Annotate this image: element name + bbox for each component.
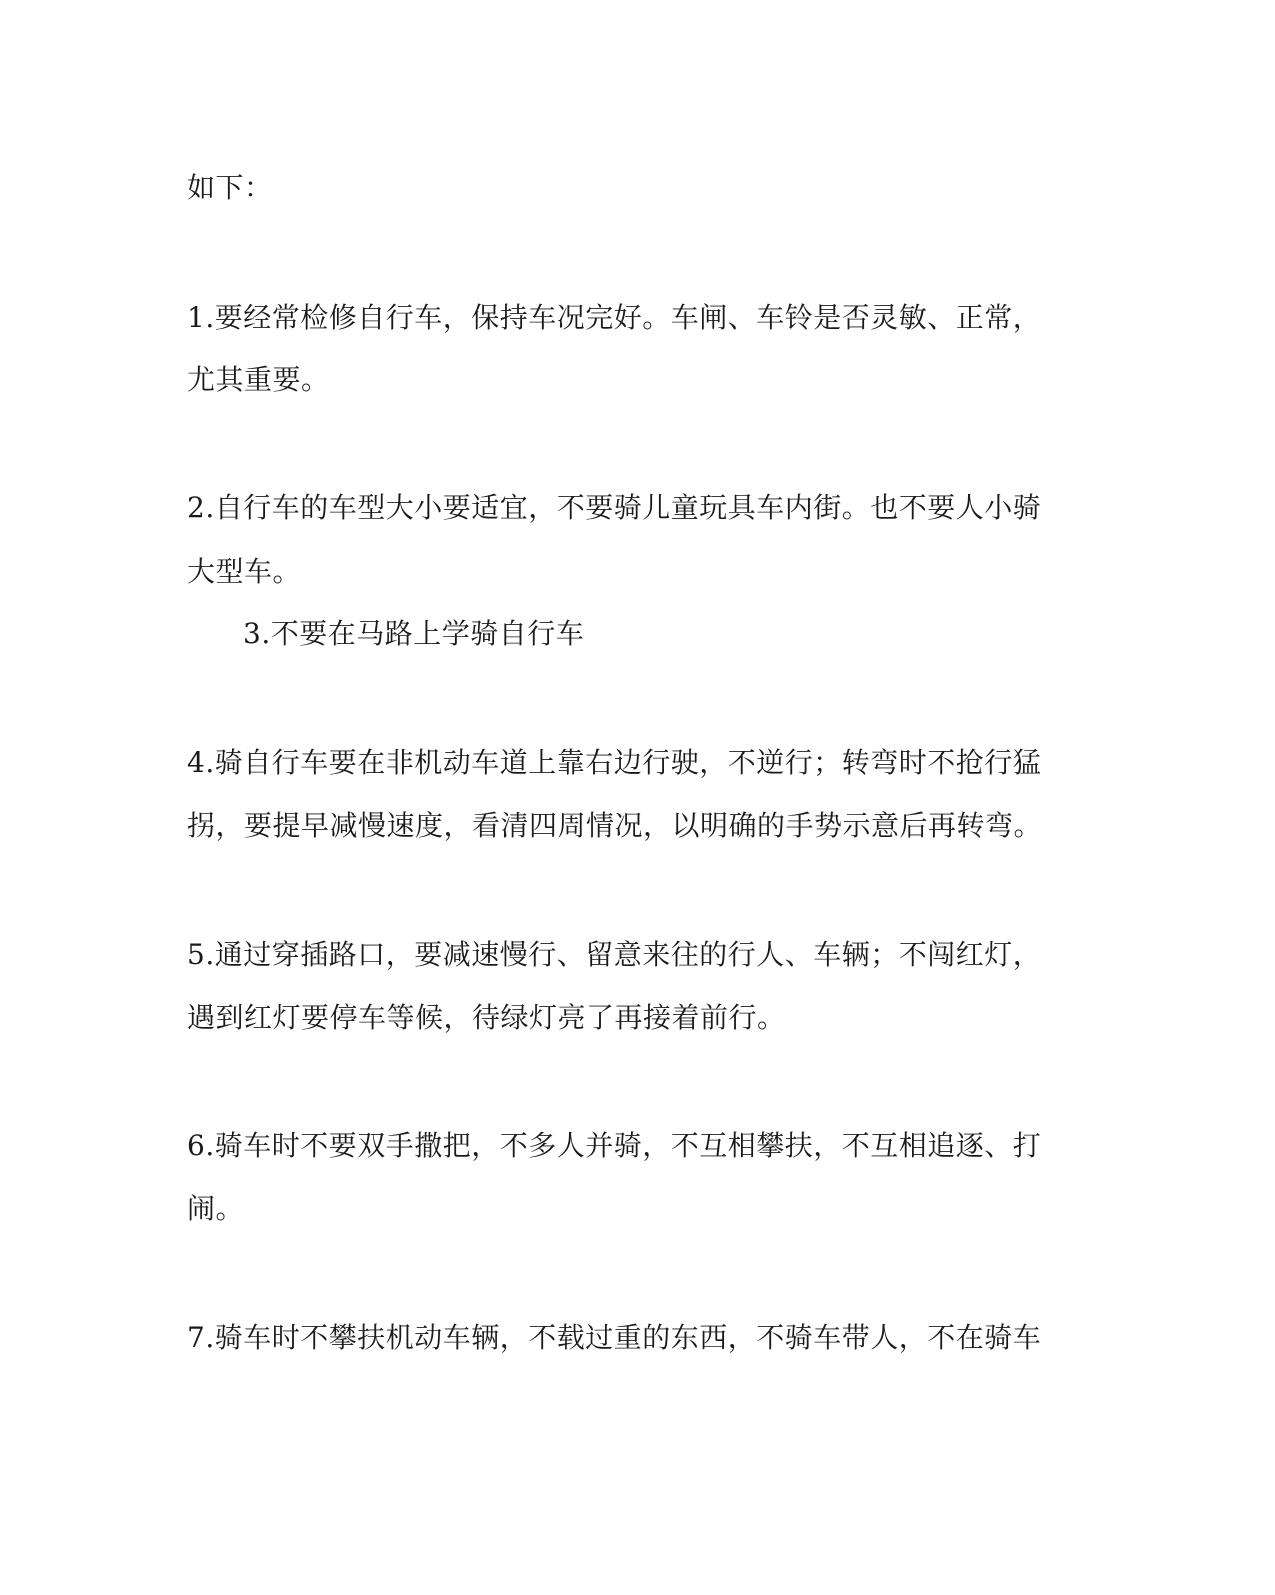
item-4-line-2: 拐，要提早减慢速度，看清四周情况，以明确的手势示意后再转弯。 xyxy=(187,809,1043,842)
item-3-line-1: 3.不要在马路上学骑自行车 xyxy=(243,617,585,650)
item-2-line-2: 大型车。 xyxy=(187,555,302,588)
item-7-line-1: 7.骑车时不攀扶机动车辆，不载过重的东西，不骑车带人，不在骑车 xyxy=(187,1321,1042,1354)
item-1-line-1: 1.要经常检修自行车，保持车况完好。车闸、车铃是否灵敏、正常， xyxy=(187,301,1042,334)
item-5-line-2: 遇到红灯要停车等候，待绿灯亮了再接着前行。 xyxy=(187,1001,786,1034)
item-6-line-1: 6.骑车时不要双手撒把，不多人并骑，不互相攀扶，不互相追逐、打 xyxy=(187,1129,1042,1162)
item-2-line-1: 2.自行车的车型大小要适宜，不要骑儿童玩具车内街。也不要人小骑 xyxy=(187,491,1042,524)
intro-line: 如下： xyxy=(187,171,273,204)
item-5-line-1: 5.通过穿插路口，要减速慢行、留意来往的行人、车辆；不闯红灯， xyxy=(187,938,1042,971)
item-4-line-1: 4.骑自行车要在非机动车道上靠右边行驶，不逆行；转弯时不抢行猛 xyxy=(187,746,1042,779)
item-1-line-2: 尤其重要。 xyxy=(187,363,330,396)
item-6-line-2: 闹。 xyxy=(187,1192,245,1225)
